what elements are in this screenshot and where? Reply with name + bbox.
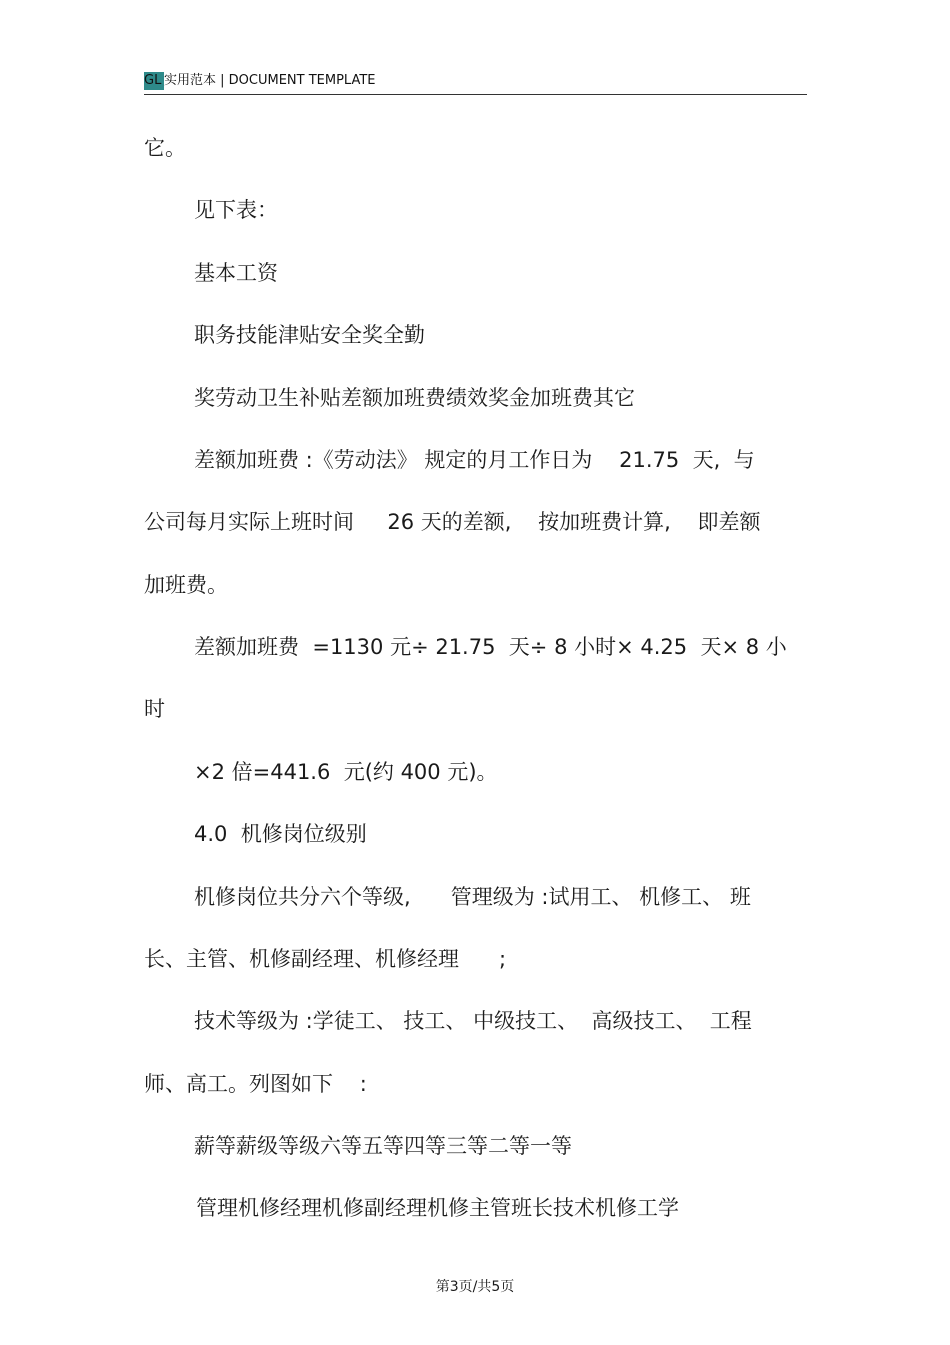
text-line: 差额加班费 =1130 元÷ 21.75 天÷ 8 小时× 4.25 天× 8 小 (194, 635, 787, 659)
text-line: 薪等薪级等级六等五等四等三等二等一等 (194, 1134, 572, 1158)
logo-text: GL (144, 73, 162, 88)
text-line: 差额加班费 :《劳动法》 规定的月工作日为 21.75 天, 与 (194, 448, 755, 472)
text-line: 公司每月实际上班时间 26 天的差额, 按加班费计算, 即差额 (144, 510, 761, 534)
header-title: 实用范本 | DOCUMENT TEMPLATE (164, 73, 376, 88)
page-number: 第3页/共5页 (435, 1279, 515, 1295)
text-line: 时 (144, 697, 165, 721)
section-heading: 4.0 机修岗位级别 (194, 822, 367, 846)
text-line: 基本工资 (194, 261, 278, 285)
text-line: 师、高工。列图如下 : (144, 1072, 367, 1096)
text-line: ×2 倍=441.6 元(约 400 元)。 (194, 760, 498, 784)
text-line: 技术等级为 :学徒工、 技工、 中级技工、 高级技工、 工程 (194, 1009, 752, 1033)
text-line: 见下表： (194, 198, 278, 222)
text-line: 长、主管、机修副经理、机修经理 ; (144, 947, 507, 971)
text-line: 职务技能津贴安全奖全勤 (194, 323, 425, 347)
page-header (144, 70, 807, 95)
text-line: 奖劳动卫生补贴差额加班费绩效奖金加班费其它 (194, 386, 635, 410)
text-line: 管理机修经理机修副经理机修主管班长技术机修工学 (196, 1196, 679, 1220)
text-line: 加班费。 (144, 573, 228, 597)
text-line: 机修岗位共分六个等级, 管理级为 :试用工、 机修工、 班 (194, 885, 751, 909)
text-line: 它。 (144, 136, 186, 160)
